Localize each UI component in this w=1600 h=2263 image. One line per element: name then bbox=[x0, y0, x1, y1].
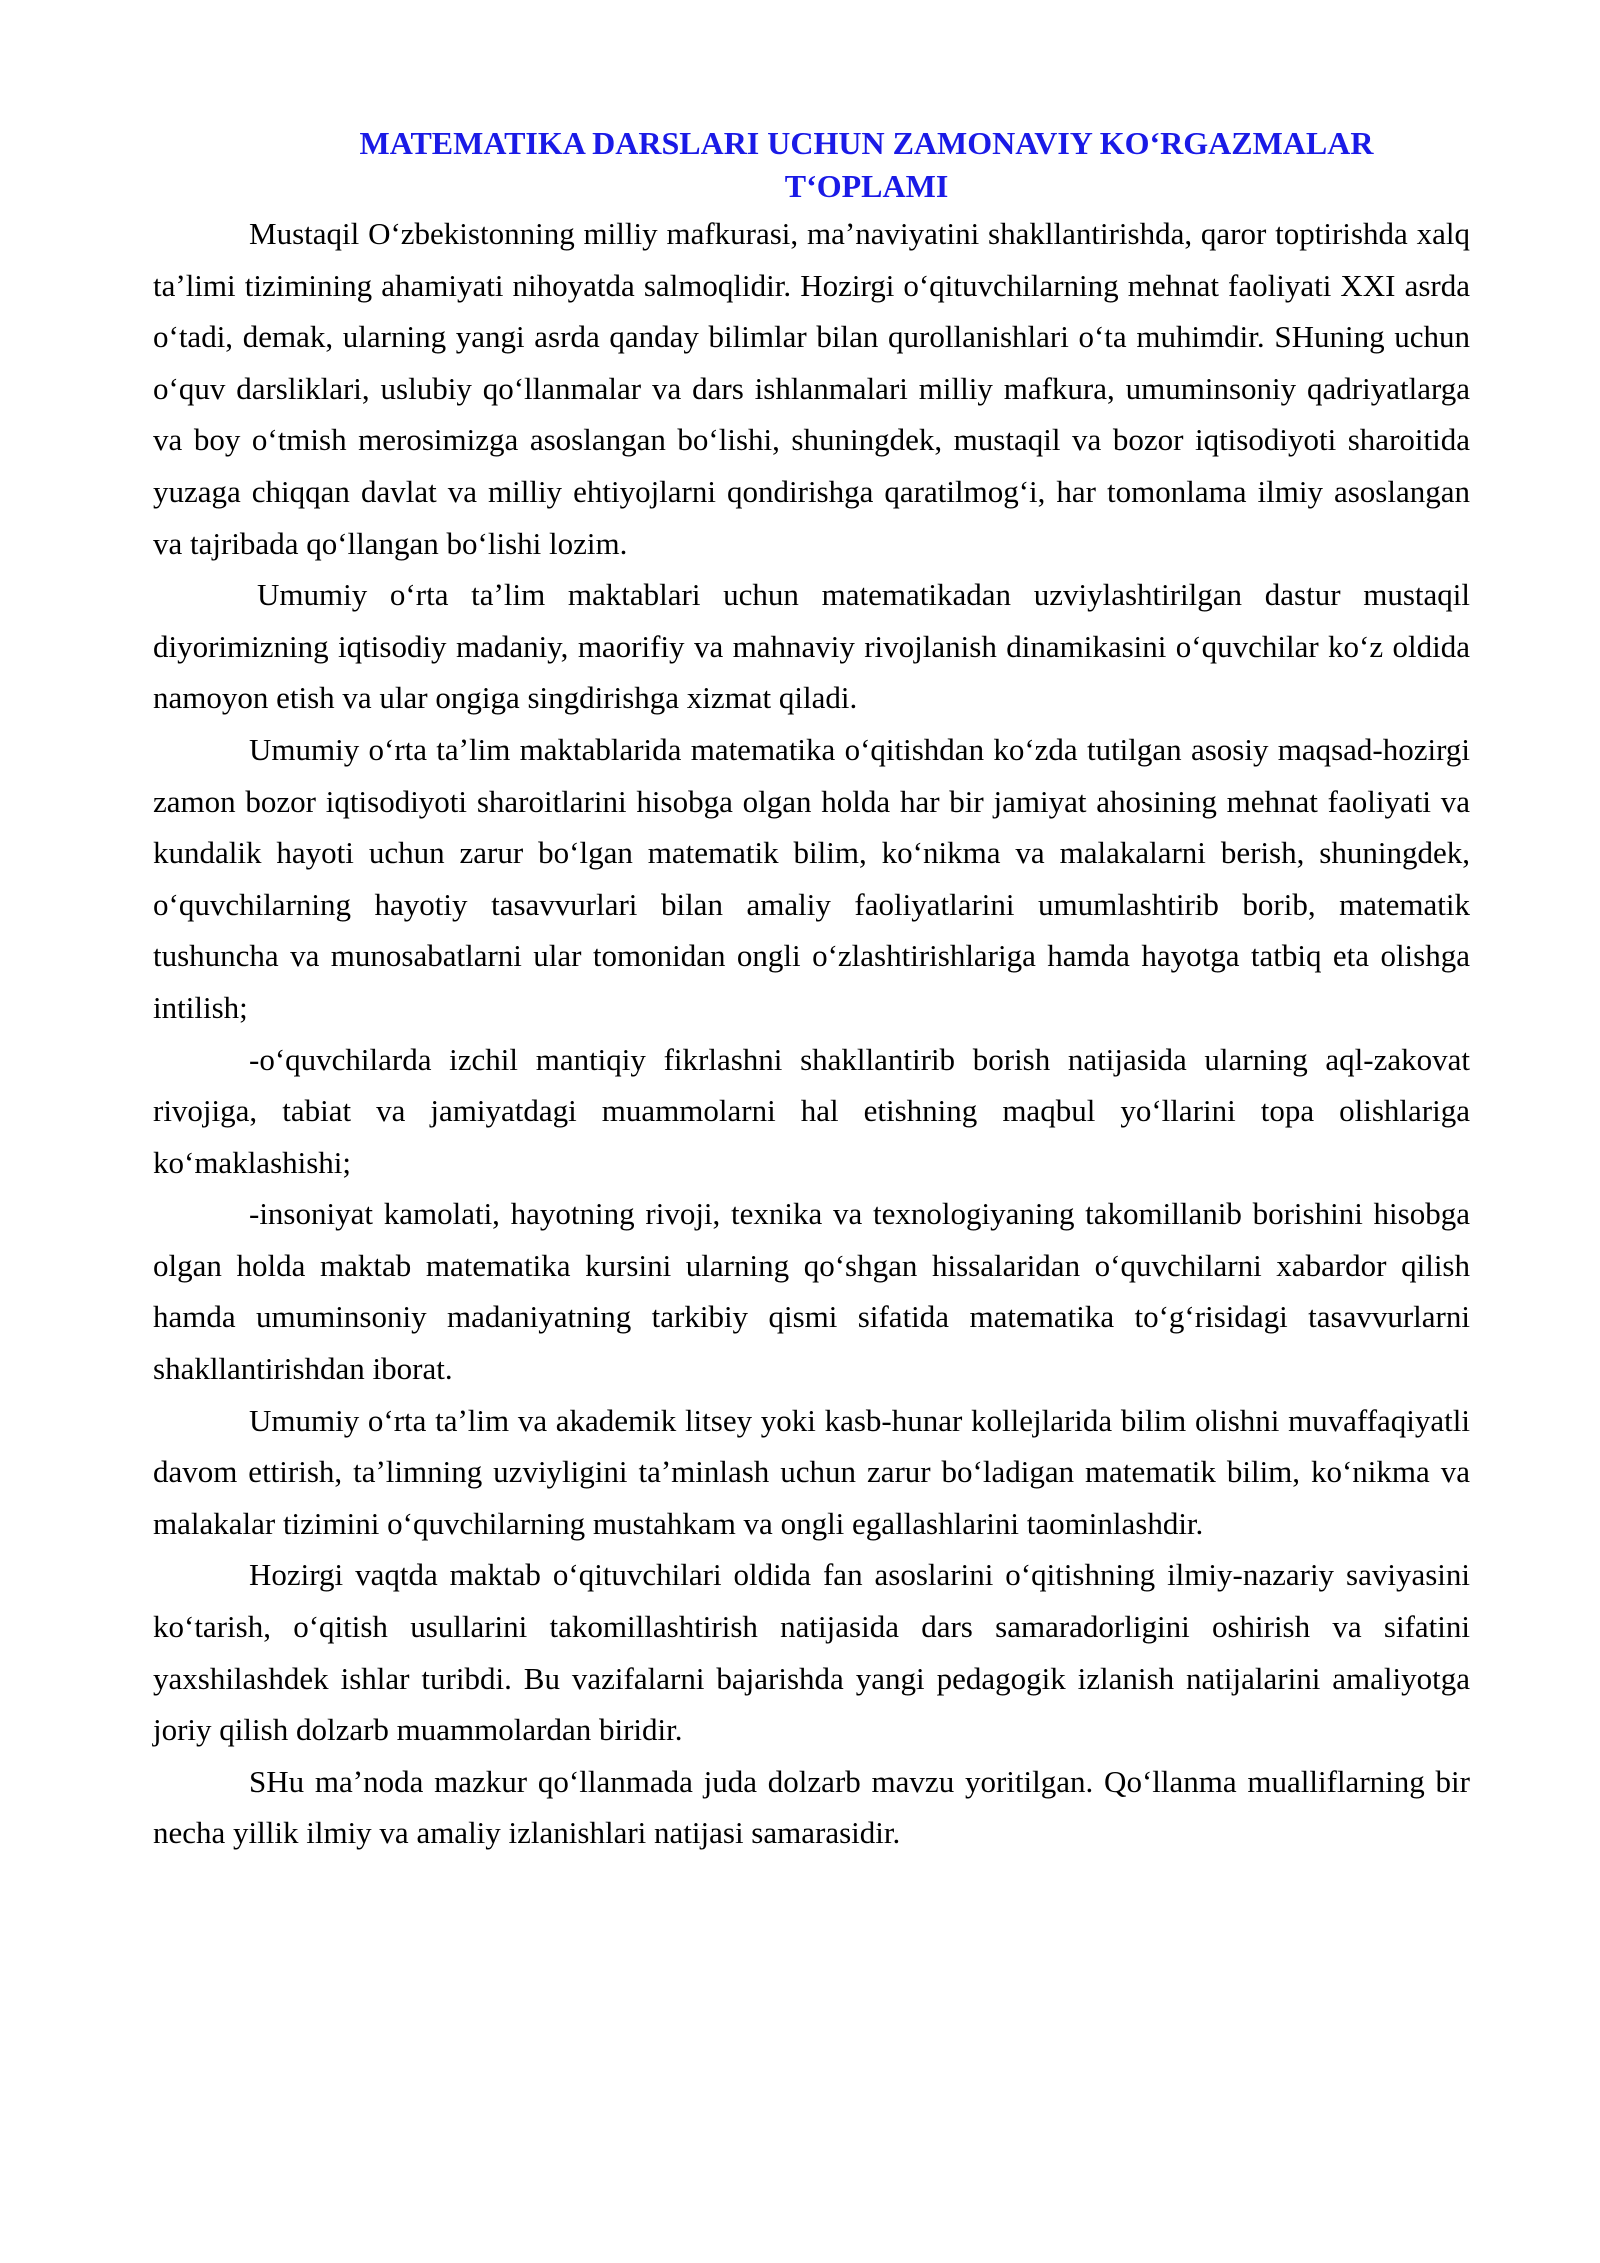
paragraph-2: Umumiy oʻrta taʼlim maktablari uchun matematikadan uzviylashtirilgan dastur mustaqil diyorimizning iqtisodiy madaniy, maorifiy va mahnaviy rivojlanish dinamikasini oʻquvchilar koʻz oldida namoyon etish va ular ongiga singdirishga xizmat qiladi. bbox=[153, 577, 1470, 716]
paragraph-1: Mustaqil Oʻzbekistonning milliy mafkurasi, maʼnaviyatini shakllantirishda, qaror toptirishda xalq taʼlimi tizimining ahamiyati nihoyatda salmoqlidir. Hozirgi oʻqituvchilarning mehnat faoliyati XXI asrda oʻtadi, demak, ularning yangi asrda qanday bilimlar bilan qurollanishlari oʻta muhimdir. SHuning uchun oʻquv darsliklari, uslubiy qoʻllanmalar va dars ishlanmalari milliy mafkura, umuminsoniy qadriyatlarga va boy oʻtmish merosimizga asoslangan boʻlishi, shuningdek, mustaqil va bozor iqtisodiyoti sharoitida yuzaga chiqqan davlat va milliy ehtiyojlarni qondirishga qaratilmogʻi, har tomonlama ilmiy asoslangan va tajribada qoʻllangan boʻlishi lozim. bbox=[153, 216, 1470, 561]
paragraph-4: -oʻquvchilarda izchil mantiqiy fikrlashni shakllantirib borish natijasida ularning aql-zakovat rivojiga, tabiat va jamiyatdagi muammolarni hal etishning maqbul yoʻllarini topa olishlariga koʻmaklashishi; bbox=[153, 1041, 1470, 1180]
paragraph-5: -insoniyat kamolati, hayotning rivoji, texnika va texnologiyaning takomillanib borishini hisobga olgan holda maktab matematika kursini ularning qoʻshgan hissalaridan oʻquvchilarni xabardor qilish hamda umuminsoniy madaniyatning tarkibiy qismi sifatida matematika toʻgʻrisidagi tasavvurlarni shakllantirishdan iborat. bbox=[153, 1196, 1470, 1387]
paragraph-8: SHu maʼnoda mazkur qoʻllanmada juda dolzarb mavzu yoritilgan. Qoʻllanma mualliflarning bir necha yillik ilmiy va amaliy izlanishlari natijasi samarasidir. bbox=[153, 1763, 1470, 1851]
paragraph-6: Umumiy oʻrta taʼlim va akademik litsey yoki kasb-hunar kollejlarida bilim olishni muvaffaqiyatli davom ettirish, taʼlimning uzviyligini taʼminlash uchun zarur boʻladigan matematik bilim, koʻnikma va malakalar tizimini oʻquvchilarning mustahkam va ongli egallashlarini taominlashdir. bbox=[153, 1402, 1470, 1541]
paragraph-3: Umumiy oʻrta taʼlim maktablarida matematika oʻqitishdan koʻzda tutilgan asosiy maqsad-hozirgi zamon bozor iqtisodiyoti sharoitlarini hisobga olgan holda har bir jamiyat ahosining mehnat faoliyati va kundalik hayoti uchun zarur boʻlgan matematik bilim, koʻnikma va malakalarni berish, shuningdek, oʻquvchilarning hayotiy tasavvurlari bilan amaliy faoliyatlarini umumlashtirib borib, matematik tushuncha va munosabatlarni ular tomonidan ongli oʻzlashtirishlariga hamda hayotga tatbiq eta olishga intilish; bbox=[153, 731, 1470, 1025]
document-title bbox=[153, 122, 1470, 208]
document-body bbox=[153, 208, 1470, 1859]
title-line-1: MATEMATIKA DARSLARI UCHUN ZAMONAVIY KOʻRGAZMALAR bbox=[359, 125, 1374, 161]
title-line-2: TʻOPLAMI bbox=[784, 168, 949, 204]
paragraph-7: Hozirgi vaqtda maktab oʻqituvchilari oldida fan asoslarini oʻqitishning ilmiy-nazariy saviyasini koʻtarish, oʻqitish usullarini takomillashtirish natijasida dars samaradorligini oshirish va sifatini yaxshilashdek ishlar turibdi. Bu vazifalarni bajarishda yangi pedagogik izlanish natijalarini amaliyotga joriy qilish dolzarb muammolardan biridir. bbox=[153, 1557, 1470, 1748]
